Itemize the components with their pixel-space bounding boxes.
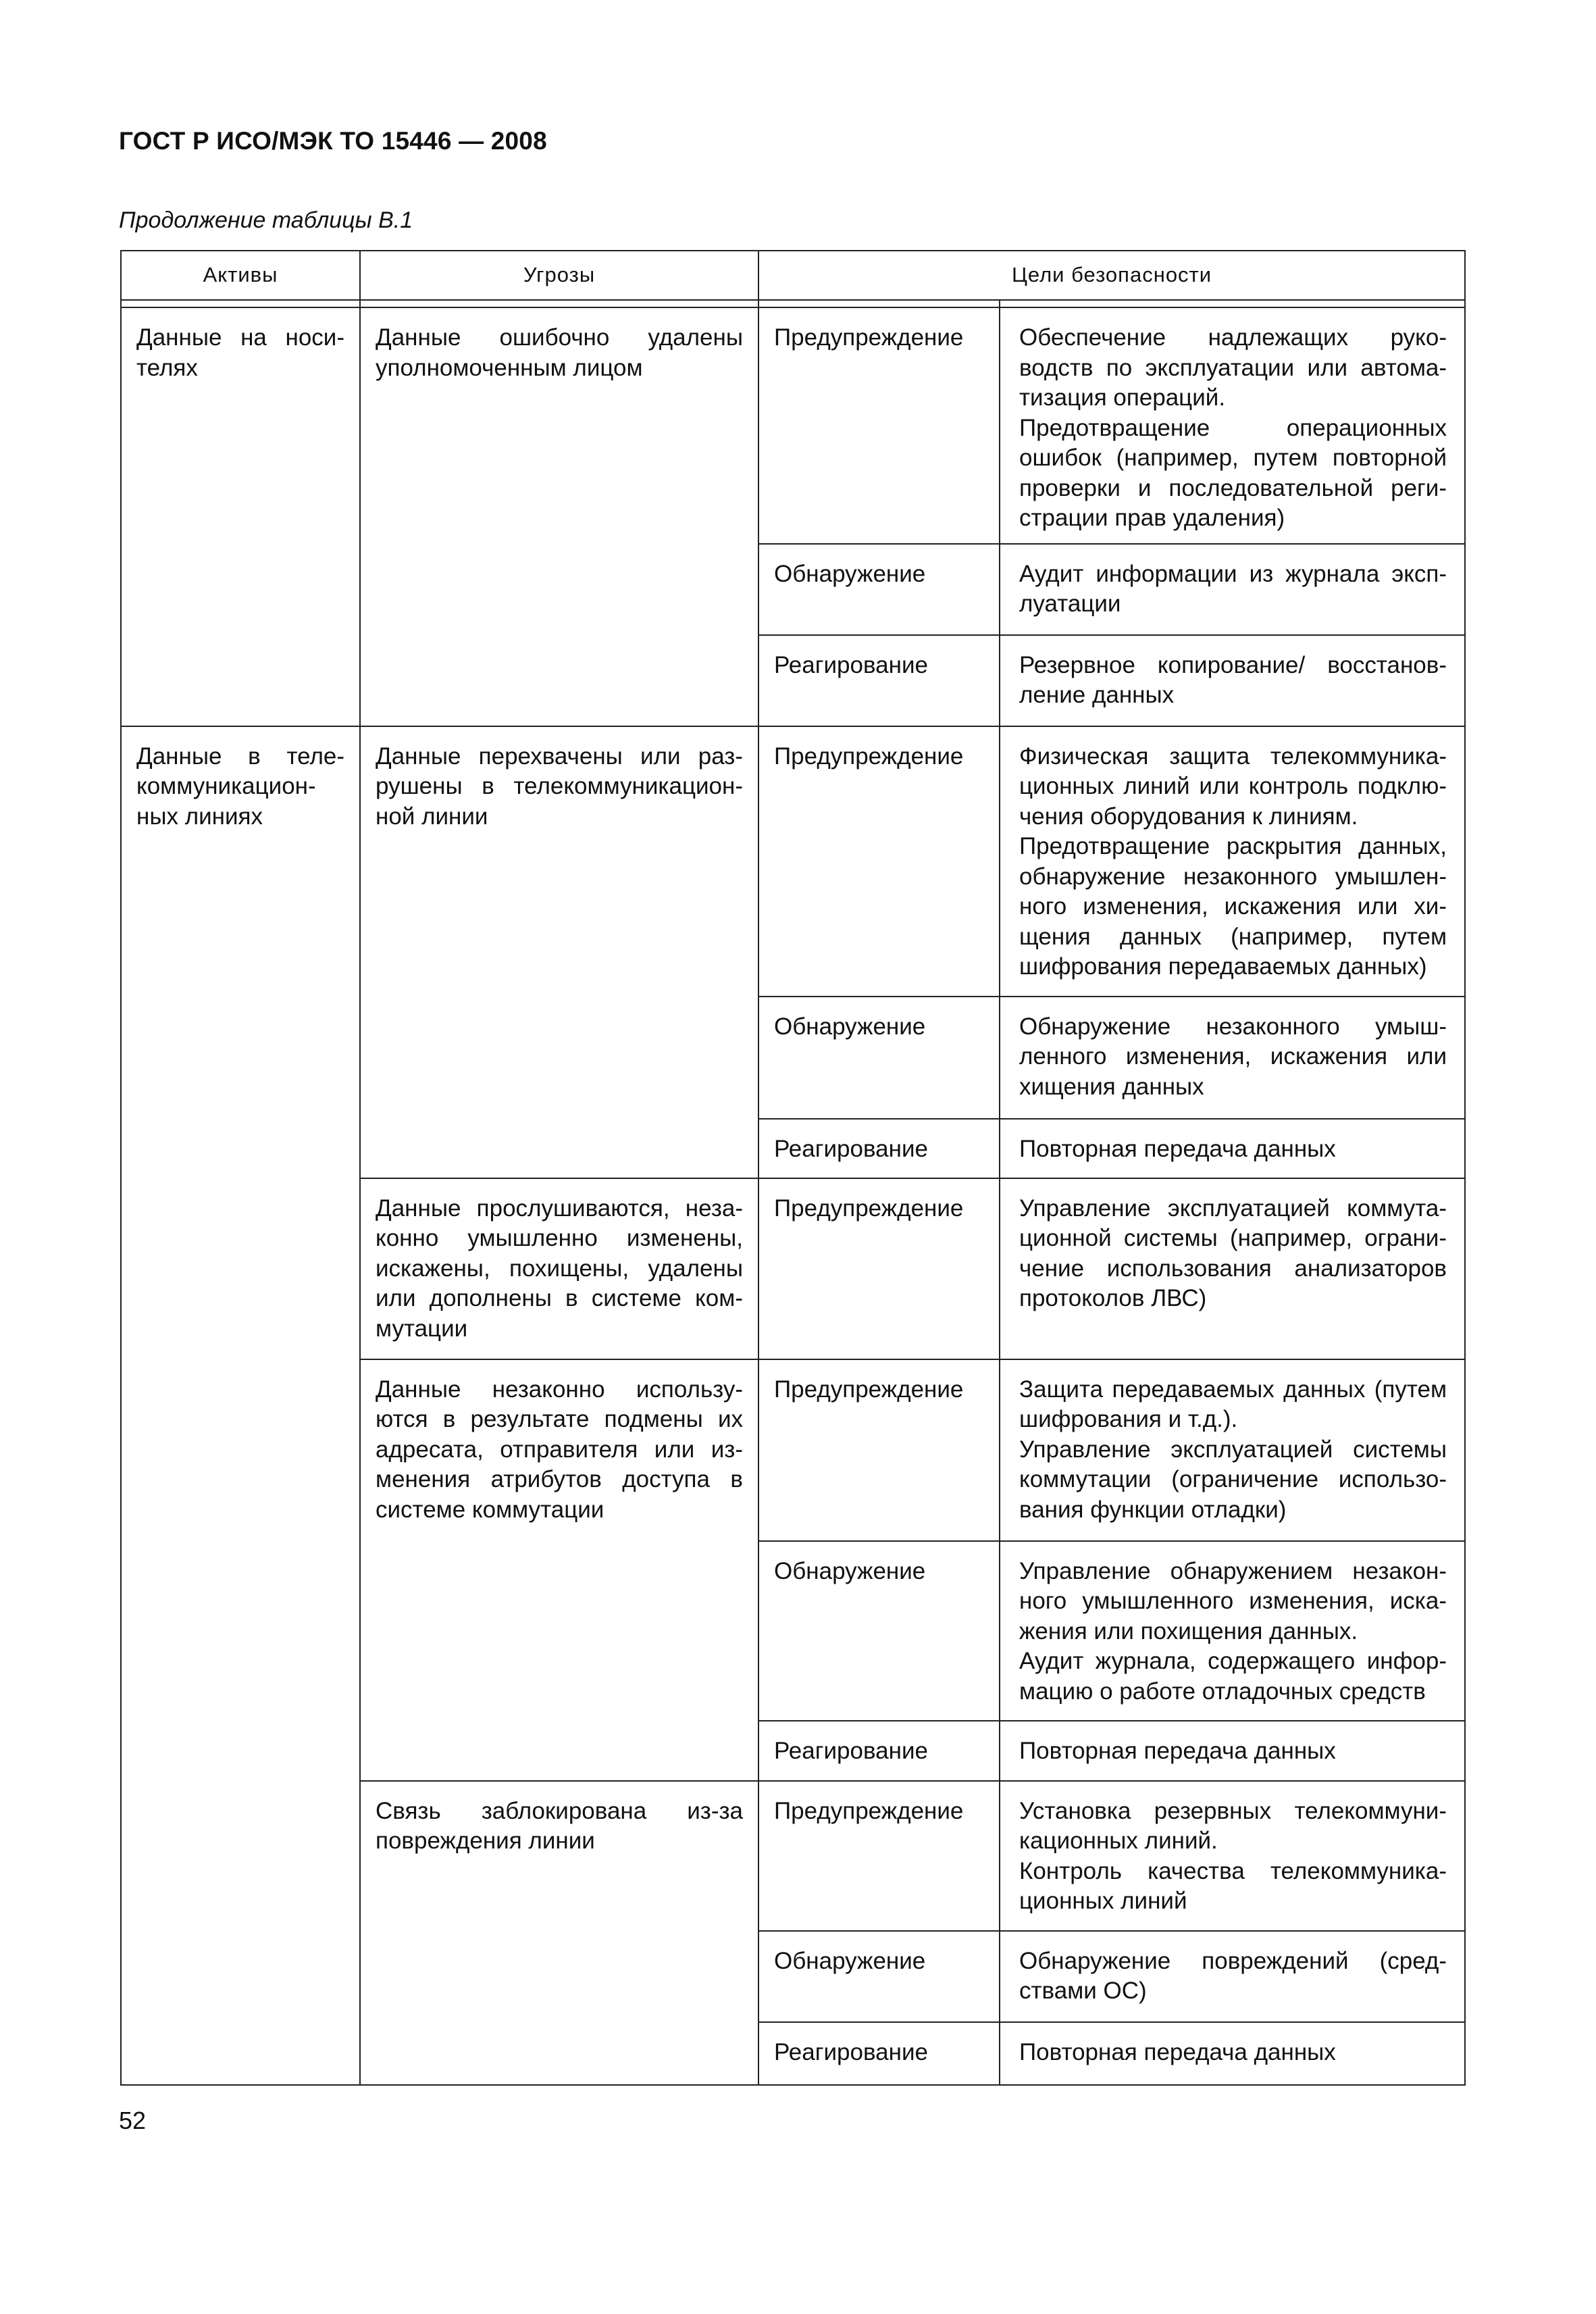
cell-text-line: водств по эксплуатации или автома- (1019, 354, 1447, 381)
cell-text-line: Данные прослушиваются, неза- (376, 1194, 743, 1222)
cell-text-line: или дополнены в системе ком- (376, 1285, 743, 1311)
cell-text-line: Установка резервных телекоммуни- (1019, 1797, 1447, 1824)
cell-text-line: щения данных (например, путем (1019, 923, 1447, 950)
cell-text-line: телях (136, 354, 198, 381)
asset-cell (121, 726, 360, 2085)
cell-text-line: Управление обнаружением незакон- (1019, 1557, 1447, 1584)
stage-cell: Обнаружение (758, 1541, 1000, 1721)
threat-cell (360, 307, 758, 726)
cell-text-line: кационных линий. (1019, 1828, 1218, 1854)
cell-text-line: шифрования и т.д.). (1019, 1406, 1238, 1432)
cell-text-line: страции прав удаления) (1019, 505, 1285, 531)
header-spacer-row (121, 300, 1465, 307)
goal-cell (1000, 1119, 1465, 1178)
cell-text-line: Данные в теле- (136, 743, 344, 770)
cell-text-line: Данные незаконно использу- (376, 1376, 743, 1403)
cell-text-line: Резервное копирование/ восстанов- (1019, 651, 1447, 678)
goal-cell (1000, 307, 1465, 544)
cell-text-line: Предотвращение раскрытия данных, (1019, 833, 1447, 859)
cell-text-line: ционных линий (1019, 1888, 1187, 1914)
cell-text-line: Повторная передача данных (1019, 1135, 1336, 1162)
cell-text-line: жения или похищения данных. (1019, 1617, 1358, 1644)
cell-text-line: луатации (1019, 590, 1121, 617)
goal-cell (1000, 1781, 1465, 1931)
cell-text-line: проверки и последовательной реги- (1019, 474, 1447, 501)
stage-cell: Обнаружение (758, 997, 1000, 1119)
cell-text-line: тизация операций. (1019, 384, 1226, 411)
cell-text-line: Обнаружение повреждений (сред- (1019, 1947, 1447, 1974)
cell-text-line: ной линии (376, 803, 488, 830)
cell-text-line: Данные на носи- (136, 324, 344, 351)
cell-text-line: ошибок (например, путем повторной (1019, 445, 1447, 471)
threat-cell (360, 1178, 758, 1359)
cell-text-line: ционной системы (например, ограни- (1019, 1225, 1447, 1251)
security-goals-table (120, 250, 1466, 2086)
stage-cell: Предупреждение (758, 1359, 1000, 1541)
stage-cell: Обнаружение (758, 1931, 1000, 2022)
cell-text-line: Данные перехвачены или раз- (376, 743, 743, 770)
cell-text-line: Данные ошибочно удалены (376, 324, 743, 351)
stage-cell: Реагирование (758, 1119, 1000, 1178)
goal-cell (1000, 544, 1465, 635)
cell-text-line: системе коммутации (376, 1496, 604, 1523)
threat-cell (360, 1359, 758, 1781)
cell-text-line: Обеспечение надлежащих руко- (1019, 324, 1447, 351)
cell-text-line: рушены в телекоммуникацион- (376, 773, 743, 799)
cell-text-line: Повторная передача данных (1019, 2038, 1336, 2065)
cell-text-line: мацию о работе отладочных средств (1019, 1678, 1426, 1705)
cell-text-line: ного изменения, искажения или хи- (1019, 893, 1447, 920)
goal-cell (1000, 1721, 1465, 1781)
goal-cell (1000, 997, 1465, 1119)
asset-cell (121, 307, 360, 726)
goal-cell (1000, 1178, 1465, 1359)
cell-text-line: ление данных (1019, 682, 1175, 708)
goal-cell (1000, 635, 1465, 726)
cell-text-line: искажены, похищены, удалены (376, 1255, 743, 1282)
cell-text-line: чения оборудования к линиям. (1019, 803, 1358, 830)
stage-cell: Предупреждение (758, 307, 1000, 544)
cell-text-line: мутации (376, 1315, 468, 1342)
cell-text-line: шифрования передаваемых данных) (1019, 953, 1427, 980)
cell-text-line: уполномоченным лицом (376, 354, 643, 381)
cell-text-line: конно умышленно изменены, (376, 1225, 743, 1251)
stage-cell: Обнаружение (758, 544, 1000, 635)
cell-text-line: обнаружение незаконного умышлен- (1019, 863, 1447, 890)
cell-text-line: чение использования анализаторов (1019, 1255, 1447, 1282)
stage-cell: Предупреждение (758, 726, 1000, 997)
cell-text-line: коммутации (ограничение использо- (1019, 1466, 1447, 1492)
header-goals: Цели безопасности (758, 251, 1465, 300)
cell-text-line: Защита передаваемых данных (путем (1019, 1376, 1447, 1403)
cell-text-line: ного умышленного изменения, иска- (1019, 1588, 1447, 1614)
stage-cell: Реагирование (758, 2022, 1000, 2085)
cell-text-line: ленного изменения, искажения или (1019, 1043, 1447, 1070)
page-number: 52 (119, 2107, 147, 2134)
cell-text-line: менения атрибутов доступа в (376, 1466, 743, 1492)
cell-text-line: Повторная передача данных (1019, 1737, 1336, 1764)
goal-cell (1000, 1359, 1465, 1541)
cell-text-line: Аудит информации из журнала эксп- (1019, 560, 1447, 587)
cell-text-line: Управление эксплуатацией коммута- (1019, 1194, 1447, 1222)
cell-text-line: ных линиях (136, 803, 263, 830)
table-row (121, 726, 1465, 997)
goal-cell (1000, 1931, 1465, 2022)
standard-header: ГОСТ Р ИСО/МЭК ТО 15446 — 2008 (119, 127, 547, 155)
stage-cell: Реагирование (758, 635, 1000, 726)
cell-text-line: повреждения линии (376, 1828, 595, 1854)
table-header-row (121, 251, 1465, 300)
goal-cell (1000, 1541, 1465, 1721)
table-caption: Продолжение таблицы B.1 (119, 207, 413, 233)
cell-text-line: Управление эксплуатацией системы (1019, 1436, 1447, 1463)
stage-cell: Предупреждение (758, 1178, 1000, 1359)
header-assets: Активы (121, 251, 360, 300)
table-row (121, 307, 1465, 544)
stage-cell: Предупреждение (758, 1781, 1000, 1931)
cell-text-line: ются в результате подмены их (376, 1406, 743, 1432)
cell-text-line: ционных линий или контроль подклю- (1019, 773, 1447, 799)
threat-cell (360, 726, 758, 1178)
cell-text-line: Контроль качества телекоммуника- (1019, 1857, 1447, 1884)
cell-text-line: хищения данных (1019, 1073, 1204, 1100)
cell-text-line: ствами ОС) (1019, 1978, 1147, 2004)
cell-text-line: вания функции отладки) (1019, 1496, 1287, 1523)
cell-text-line: Связь заблокирована из-за (376, 1797, 743, 1824)
cell-text-line: протоколов ЛВС) (1019, 1285, 1207, 1311)
cell-text-line: адресата, отправителя или из- (376, 1436, 743, 1463)
cell-text-line: Обнаружение незаконного умыш- (1019, 1013, 1447, 1040)
cell-text-line: Предотвращение операционных (1019, 414, 1447, 441)
goal-cell (1000, 2022, 1465, 2085)
threat-cell (360, 1781, 758, 2085)
goal-cell (1000, 726, 1465, 997)
cell-text-line: Физическая защита телекоммуника- (1019, 743, 1447, 770)
header-threats: Угрозы (360, 251, 758, 300)
stage-cell: Реагирование (758, 1721, 1000, 1781)
cell-text-line: коммуникацион- (136, 773, 316, 799)
cell-text-line: Аудит журнала, содержащего инфор- (1019, 1648, 1447, 1674)
